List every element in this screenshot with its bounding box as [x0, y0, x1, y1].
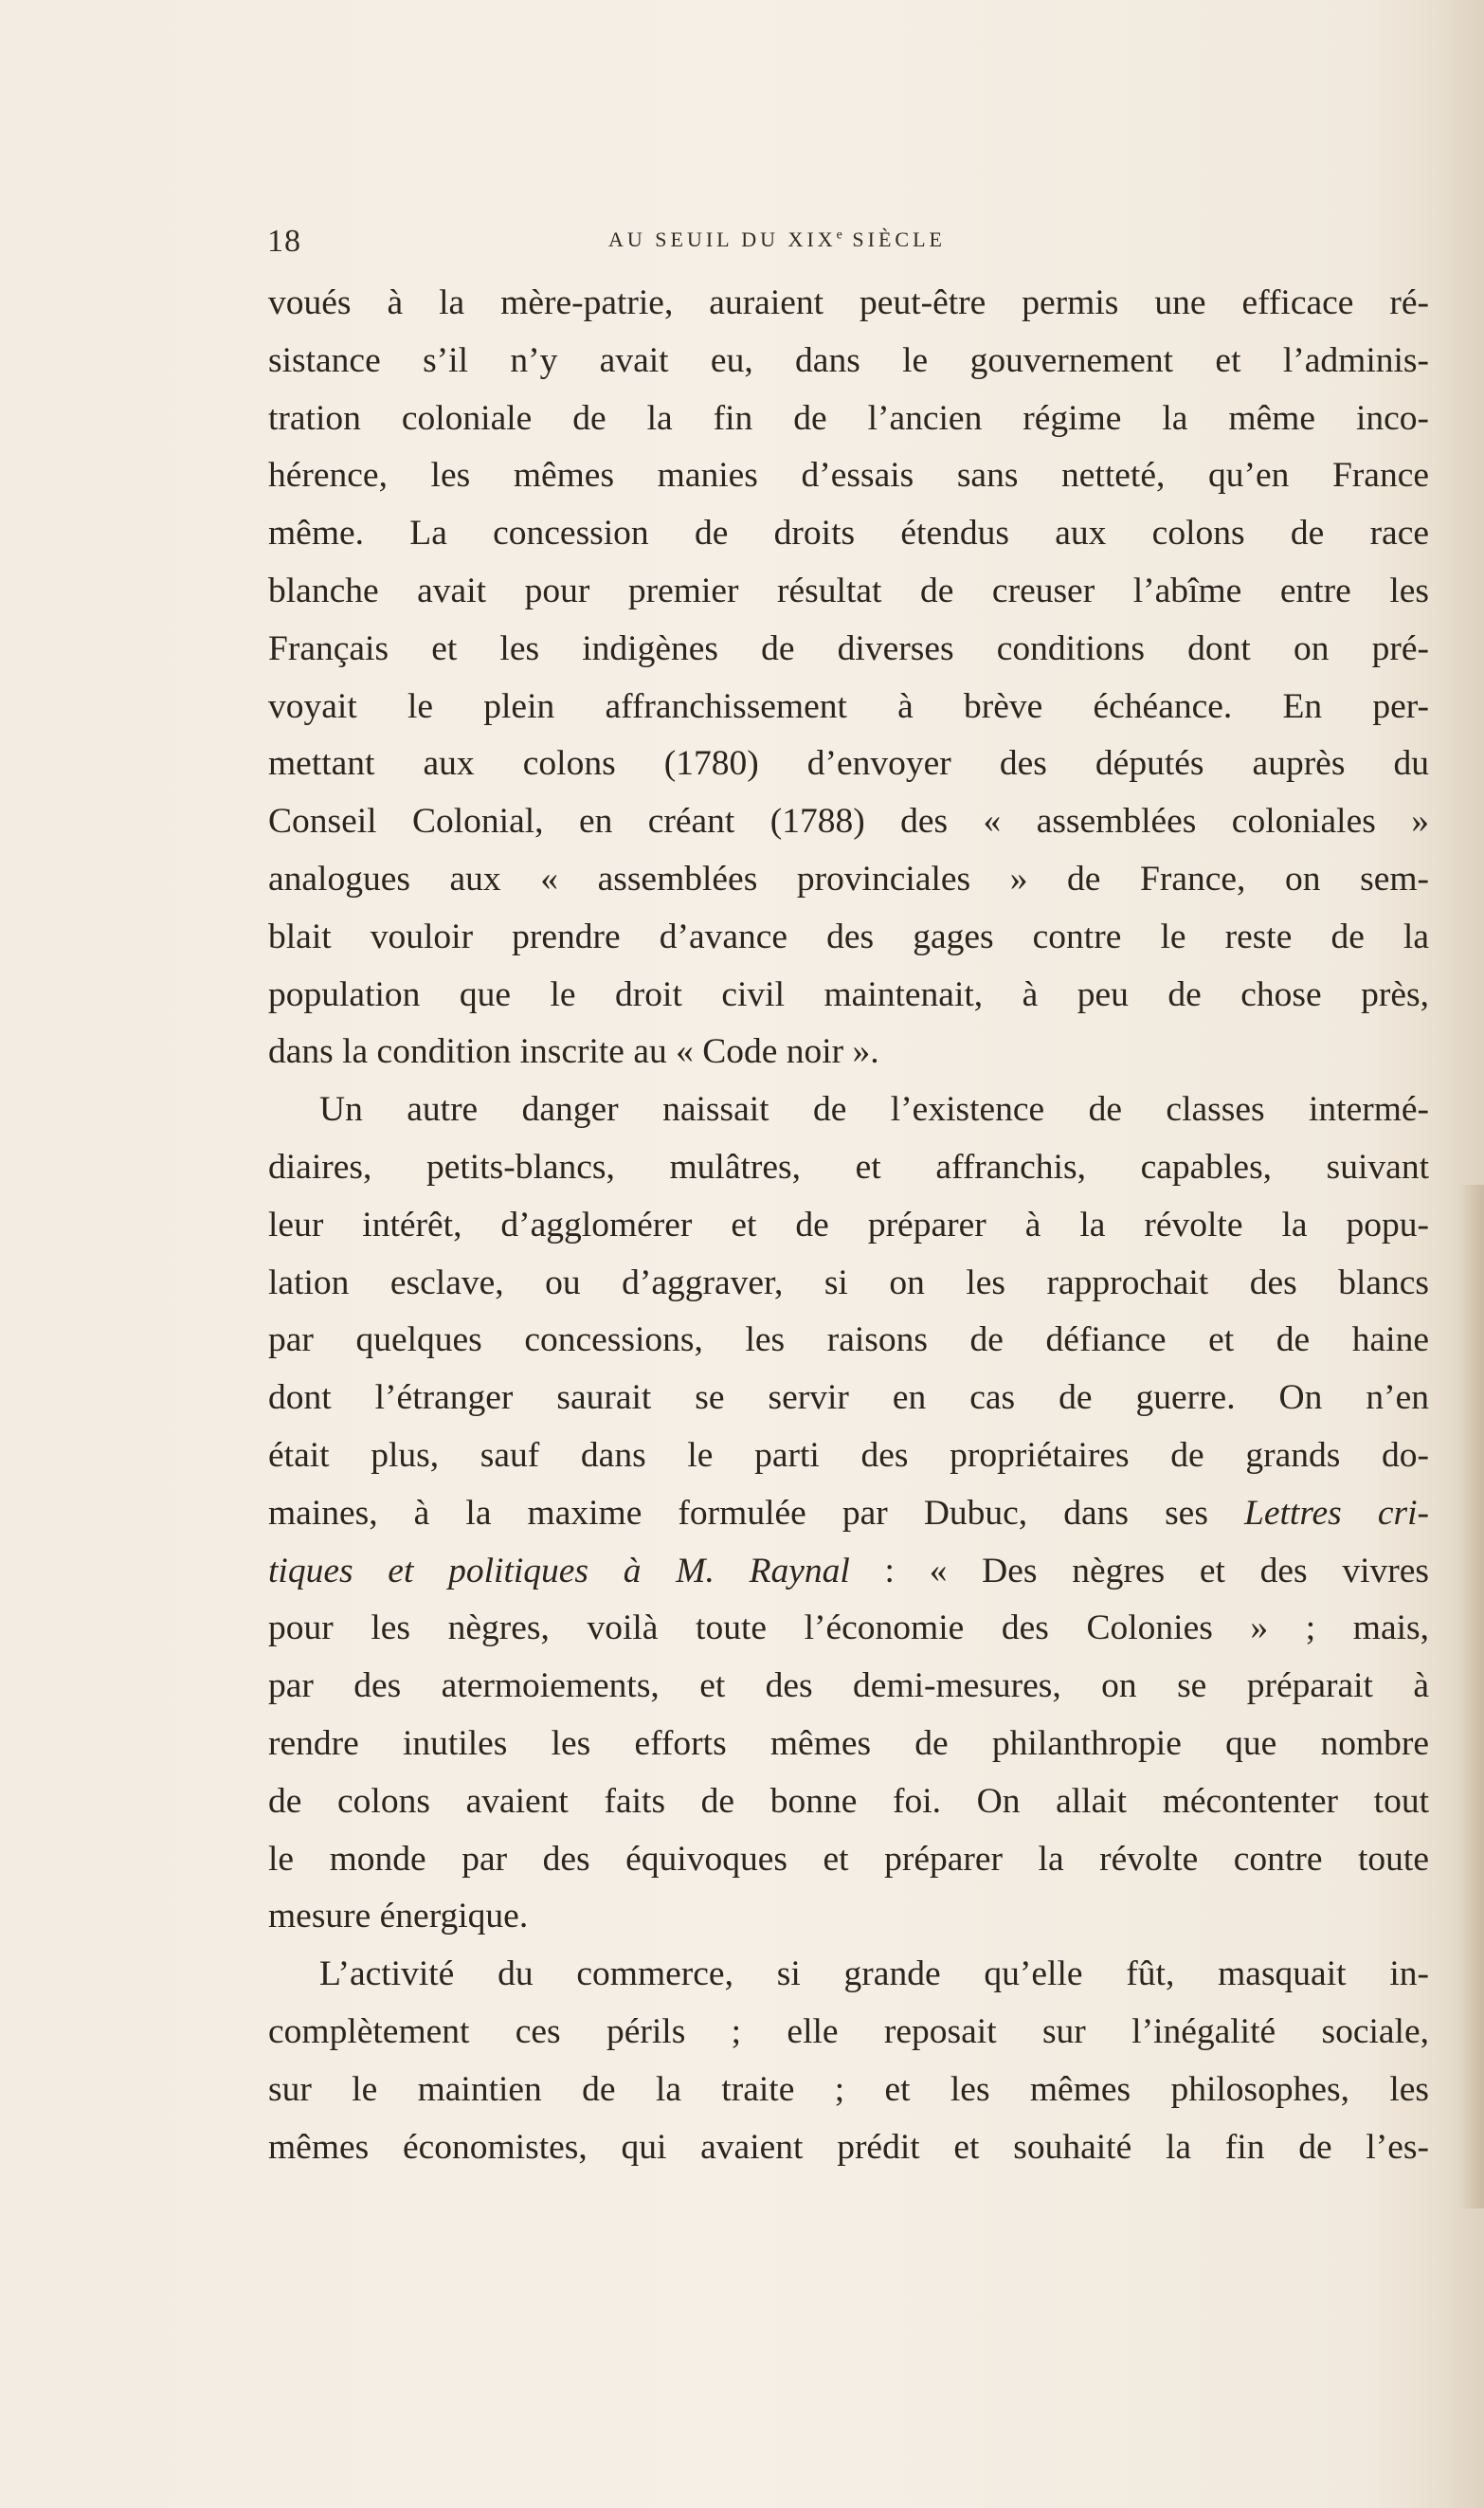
- text-line: population que le droit civil maintenait, à peu de chose près,: [268, 974, 1429, 1014]
- running-title: AU SEUIL DU XIXe SIÈCLE: [608, 227, 946, 251]
- text-line: Conseil Colonial, en créant (1788) des « assemblées coloniales »: [268, 802, 1429, 842]
- text-line: même. La concession de droits étendus aux colons de race: [268, 514, 1429, 554]
- text-line: hérence, les mêmes manies d’essais sans netteté, qu’en France: [268, 456, 1429, 496]
- text-line: voués à la mère-patrie, auraient peut-être permis une efficace ré-: [268, 283, 1429, 322]
- text-line: tiques et politiques à M. Raynal : « Des nègres et des vivres: [268, 1551, 1429, 1590]
- text-line: tration coloniale de la fin de l’ancien régime la même inco-: [268, 398, 1429, 438]
- text-line: leur intérêt, d’agglomérer et de préparer à la révolte la popu-: [268, 1205, 1429, 1245]
- text-line: complètement ces périls ; elle reposait sur l’inégalité sociale,: [268, 2011, 1429, 2051]
- text-line: par des atermoiements, et des demi-mesures, on se préparait à: [268, 1666, 1429, 1706]
- paragraph-start-line: Un autre danger naissait de l’existence de classes intermé-: [319, 1090, 1429, 1130]
- book-title-italic: tiques et politiques à M. Raynal: [268, 1551, 850, 1590]
- text-line: diaires, petits-blancs, mulâtres, et affranchis, capables, suivant: [268, 1147, 1429, 1187]
- text-line: blait vouloir prendre d’avance des gages contre le reste de la: [268, 917, 1429, 956]
- text-line: maines, à la maxime formulée par Dubuc, dans ses Lettres cri-: [268, 1493, 1430, 1533]
- text-line: par quelques concessions, les raisons de défiance et de haine: [268, 1320, 1429, 1360]
- running-head: [267, 224, 1414, 262]
- text-line: rendre inutiles les efforts mêmes de philanthropie que nombre: [268, 1723, 1429, 1763]
- paragraph-start-line: L’activité du commerce, si grande qu’elle fût, masquait in-: [319, 1954, 1429, 1994]
- body-text: [268, 275, 1429, 2176]
- text-line: sistance s’il n’y avait eu, dans le gouvernement et l’adminis-: [268, 340, 1429, 380]
- text-line: mettant aux colons (1780) d’envoyer des députés auprès du: [268, 744, 1429, 784]
- text-line: sur le maintien de la traite ; et les mêmes philosophes, les: [268, 2069, 1429, 2109]
- text-line: mesure énergique.: [268, 1897, 529, 1936]
- text-line: pour les nègres, voilà toute l’économie des Colonies » ; mais,: [268, 1608, 1429, 1648]
- page-number: 18: [267, 224, 301, 259]
- text-line: voyait le plein affranchissement à brève échéance. En per-: [268, 686, 1429, 726]
- text-line: de colons avaient faits de bonne foi. On allait mécontenter tout: [268, 1781, 1429, 1821]
- text-line: dans la condition inscrite au « Code noir ».: [268, 1032, 879, 1072]
- text-line: dont l’étranger saurait se servir en cas de guerre. On n’en: [268, 1378, 1429, 1418]
- text-line: le monde par des équivoques et préparer la révolte contre toute: [268, 1839, 1429, 1879]
- text-line: blanche avait pour premier résultat de creuser l’abîme entre les: [268, 571, 1429, 610]
- text-line: analogues aux « assemblées provinciales » de France, on sem-: [268, 859, 1429, 899]
- text-line: Français et les indigènes de diverses conditions dont on pré-: [268, 628, 1429, 668]
- page-edge-shadow: [1457, 1185, 1484, 2208]
- text-line: mêmes économistes, qui avaient prédit et souhaité la fin de l’es-: [268, 2127, 1429, 2167]
- book-title-italic: Lettres cri-: [1244, 1493, 1430, 1533]
- text-line: lation esclave, ou d’aggraver, si on les rapprochait des blancs: [268, 1263, 1429, 1302]
- text-line: était plus, sauf dans le parti des propriétaires de grands do-: [268, 1435, 1429, 1475]
